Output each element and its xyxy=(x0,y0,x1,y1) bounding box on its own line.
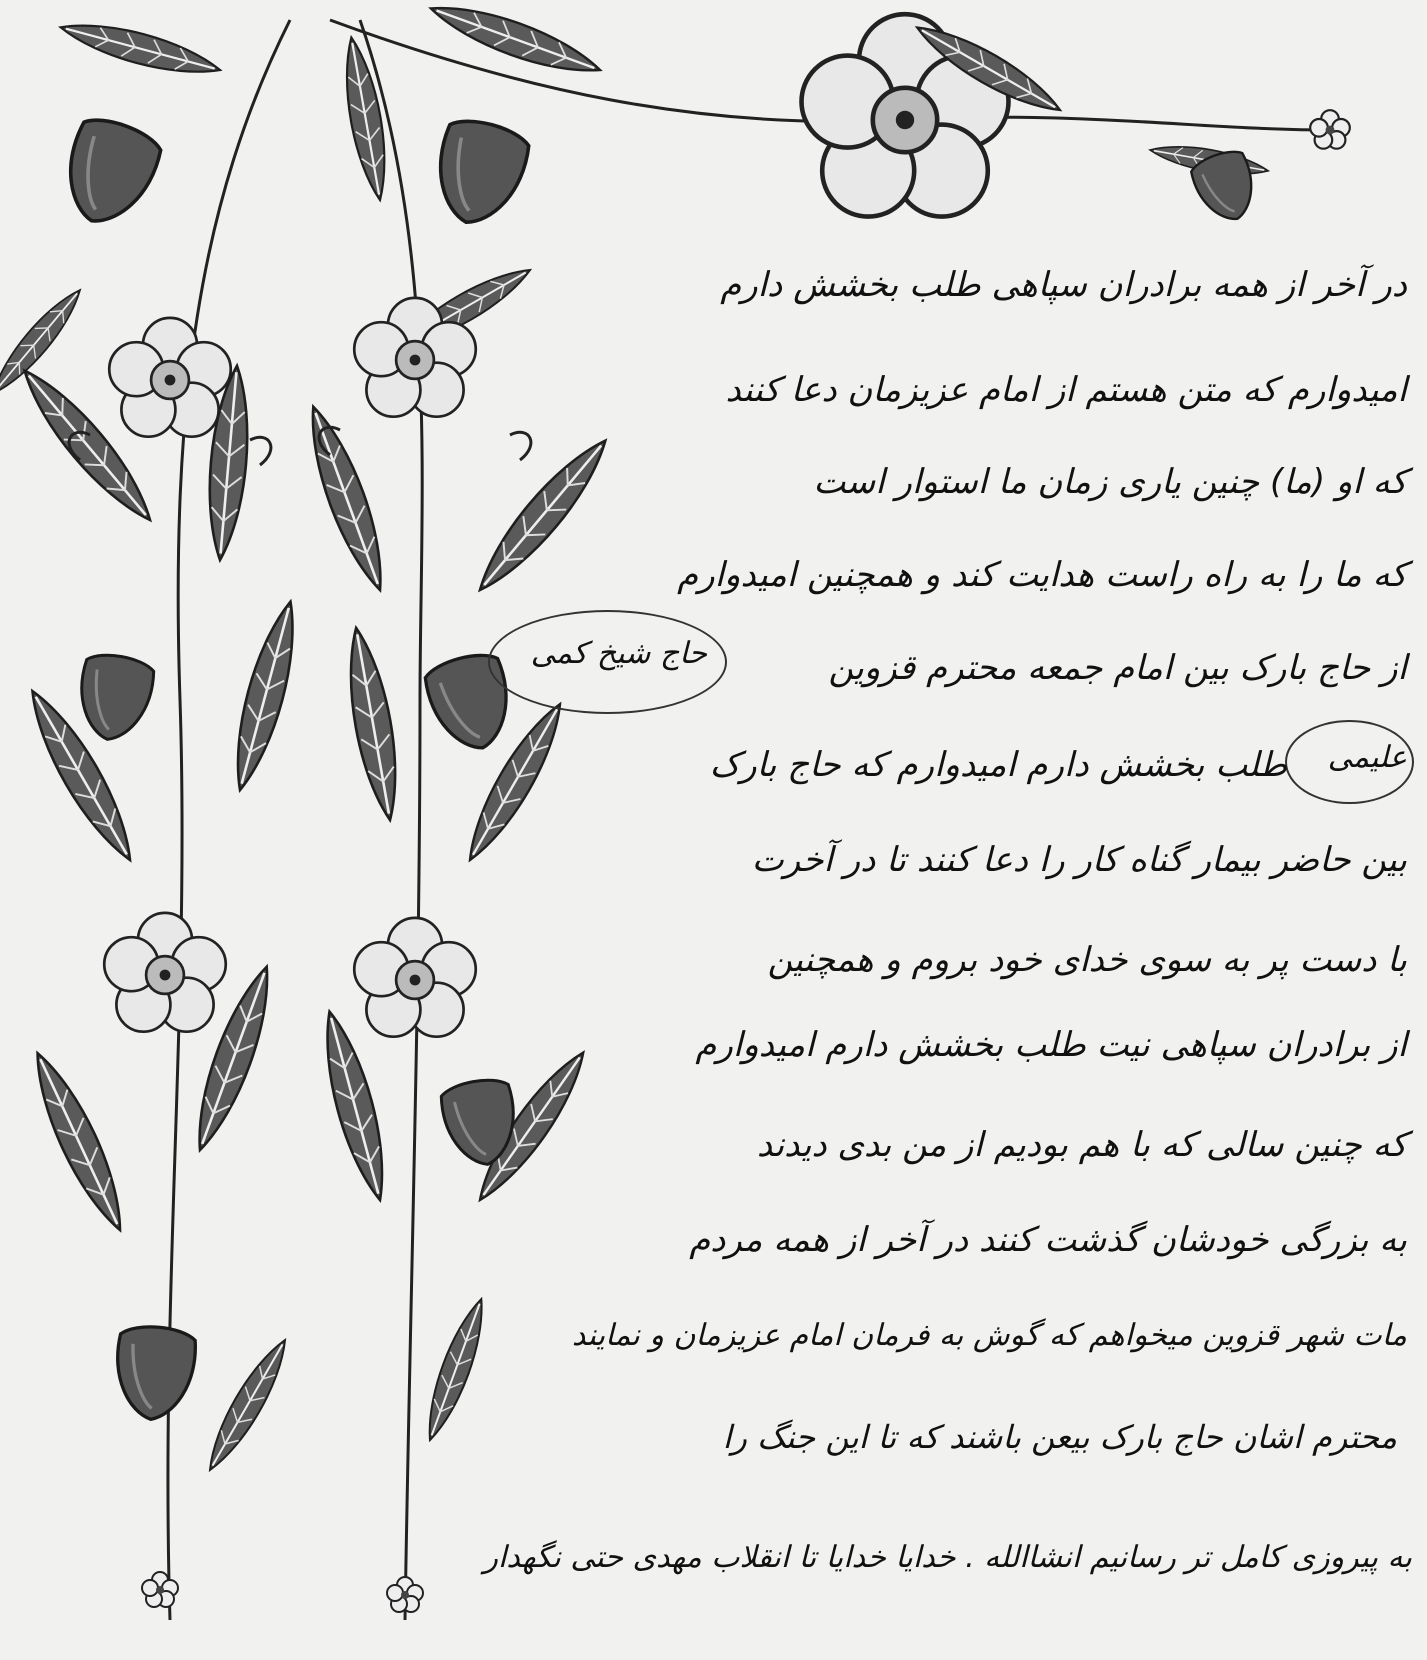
letter-line-4: که ما را به راه راست هدایت کند و همچنین امیدوارم xyxy=(677,555,1407,595)
circled-name-left: علیمی xyxy=(1327,740,1407,775)
letter-line-3: که او (ما) چنین یاری زمان ما استوار است xyxy=(813,462,1407,502)
letter-line-14: به پیروزی کامل تر رسانیم انشاالله . خدایا خدایا تا انقلاب مهدی حتی نگهدار xyxy=(483,1540,1412,1575)
letter-line-12: مات شهر قزوین میخواهم که گوش به فرمان امام عزیزمان و نمایند xyxy=(571,1318,1407,1353)
letter-line-5: از حاج بارک بین امام جمعه محترم قزوین xyxy=(828,648,1407,688)
letter-line-7: بین حاضر بیمار گناه کار را دعا کنند تا در آخرت xyxy=(751,840,1407,880)
letter-line-8: با دست پر به سوی خدای خود بروم و همچنین xyxy=(767,940,1407,980)
circled-name-top: حاج شیخ کمی xyxy=(530,636,707,671)
letter-line-10: که چنین سالی که با هم بودیم از من بدی دیدند xyxy=(756,1125,1407,1165)
letter-line-13: محترم اشان حاج بارک بیعن باشند که تا این جنگ را xyxy=(722,1418,1397,1456)
letter-line-6: طلب بخشش دارم امیدوارم که حاج بارک xyxy=(709,745,1287,785)
letter-line-1: در آخر از همه برادران سپاهی طلب بخشش دارم xyxy=(720,265,1407,305)
letter-line-9: از برادران سپاهی نیت طلب بخشش دارم امیدوارم xyxy=(695,1025,1407,1065)
letter-line-2: امیدوارم که متن هستم از امام عزیزمان دعا کنند xyxy=(725,370,1407,410)
letter-line-11: به بزرگی خودشان گذشت کنند در آخر از همه مردم xyxy=(689,1220,1407,1260)
